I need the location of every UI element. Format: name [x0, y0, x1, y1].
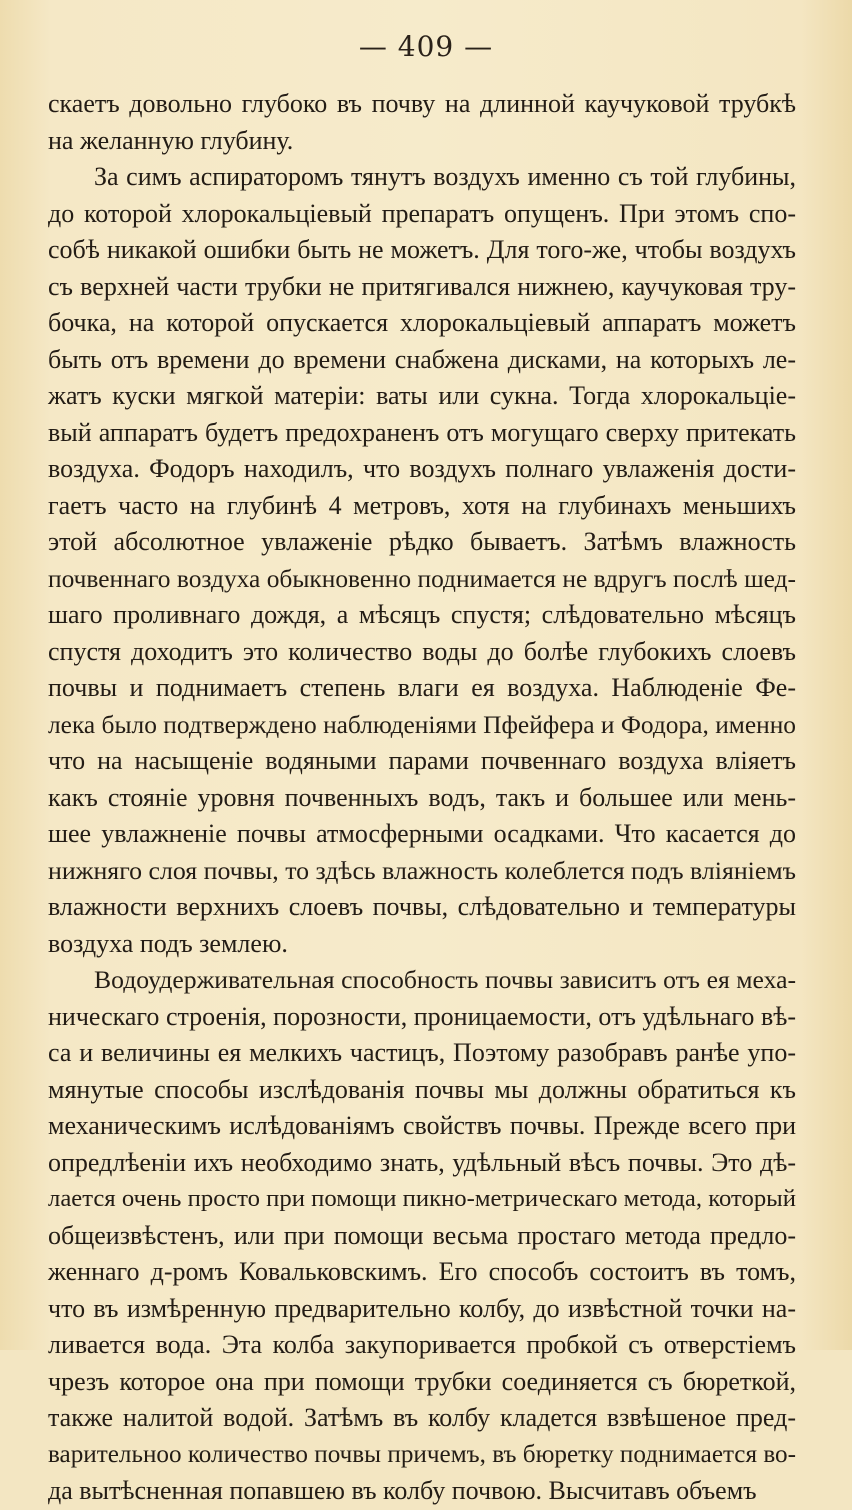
text-line: спустя доходитъ это количество воды до болѣе глубокихъ слоевъ — [48, 636, 796, 666]
text-line: жатъ куски мягкой матеріи: ваты или сукна. Тогда хлорокальціе- — [48, 381, 796, 410]
paragraph — [48, 962, 796, 1510]
text-line: За симъ аспираторомъ тянутъ воздухъ именно съ той глубины, — [94, 162, 796, 191]
body-text — [48, 86, 796, 1510]
text-line: са и величины ея мелкихъ частицъ, Поэтому разобравъ ранѣе упо- — [48, 1038, 796, 1067]
text-line: шее увлажненіе почвы атмосферными осадками. Что касается до — [48, 819, 796, 848]
text-line: механическимъ иcлѣдованіямъ свойствъ почвы. Прежде всего при — [48, 1111, 796, 1140]
page-number: — 409 — — [358, 30, 494, 63]
text-line: воздуха подъ землею. — [48, 928, 288, 958]
text-line: Водоудерживательная способность почвы зависитъ отъ ея меха- — [94, 965, 796, 994]
text-line: также налитой водой. Затѣмъ въ колбу кладется взвѣшеное пред- — [48, 1403, 796, 1432]
text-line: что въ измѣренную предварительно колбу, до извѣстной точки на- — [48, 1293, 796, 1323]
text-line: ливается вода. Эта колба закупоривается пробкой съ отверстіемъ — [48, 1330, 796, 1359]
text-line: чрезъ которое она при помощи трубки соединяется съ бюреткой, — [48, 1366, 796, 1396]
text-line: лека было подтверждено наблюденіями Пфейфера и Фодора, именно — [48, 710, 796, 739]
text-line: почвы и поднимаетъ степень влаги ея воздуха. Наблюденіе Фе- — [48, 673, 796, 702]
text-line: что на насыщеніе водяными парами почвеннаго воздуха вліяетъ — [48, 746, 796, 775]
text-line: шаго проливнаго дождя, а мѣсяцъ спустя; слѣдовательно мѣсяцъ — [48, 600, 796, 629]
text-line: съ верхней части трубки не притягивался нижнею, каучуковая тру- — [48, 271, 796, 301]
paragraph — [48, 86, 796, 159]
text-line: да вытѣсненная попавшею въ колбу почвою. Высчитавъ объемъ — [48, 1476, 757, 1505]
text-line: какъ стояніе уровня почвенныхъ водъ, такъ и большее или мень- — [48, 782, 796, 812]
paragraph — [48, 159, 796, 962]
text-line: мянутые способы изслѣдованія почвы мы должны обратиться къ — [48, 1074, 796, 1104]
text-line: нижняго слоя почвы, то здѣсь влажность колеблется подъ вліяніемъ — [48, 855, 796, 885]
text-line: влажности верхнихъ слоевъ почвы, слѣдовательно и температуры — [48, 892, 796, 921]
text-line: лается очень просто при помощи пикно-метрическаго метода, который — [48, 1185, 796, 1212]
text-line: вый аппаратъ будетъ предохраненъ отъ могущаго сверху притекать — [48, 417, 796, 447]
text-line: женнаго д-ромъ Ковальковскимъ. Его способъ состоитъ въ томъ, — [48, 1257, 796, 1286]
text-line: почвеннаго воздуха обыкновенно поднимается не вдругъ послѣ шед- — [48, 564, 796, 593]
text-line: на желанную глубину. — [48, 125, 294, 155]
text-line: собѣ никакой ошибки быть не можетъ. Для того-же, чтобы воздухъ — [48, 235, 796, 264]
text-line: бочка, на которой опускается хлорокальціевый аппаратъ можетъ — [48, 308, 796, 337]
text-line: этой абсолютное увлаженіе рѣдко бываетъ. Затѣмъ влажность — [48, 527, 796, 556]
text-line: до которой хлорокальціевый препаратъ опущенъ. При этомъ спо- — [48, 198, 796, 228]
text-line: скаетъ довольно глубоко въ почву на длинной каучуковой трубкѣ — [48, 89, 796, 118]
text-line: гаетъ часто на глубинѣ 4 метровъ, хотя на глубинахъ меньшихъ — [48, 490, 796, 520]
text-line: опредлѣеніи ихъ необходимо знать, удѣльный вѣсъ почвы. Это дѣ- — [48, 1147, 796, 1177]
text-line: ническаго строенія, порозности, проницаемости, отъ удѣльнаго вѣ- — [48, 1001, 796, 1031]
text-line: варительноо количество почвы причемъ, въ бюретку поднимается во- — [48, 1440, 796, 1468]
text-line: быть отъ времени до времени снабжена дисками, на которыхъ ле- — [48, 344, 796, 374]
text-line: воздуха. Фодоръ находилъ, что воздухъ полнаго увлаженія дости- — [48, 454, 796, 483]
text-line: общеизвѣстенъ, или при помощи весьма простаго метода предло- — [48, 1220, 796, 1250]
